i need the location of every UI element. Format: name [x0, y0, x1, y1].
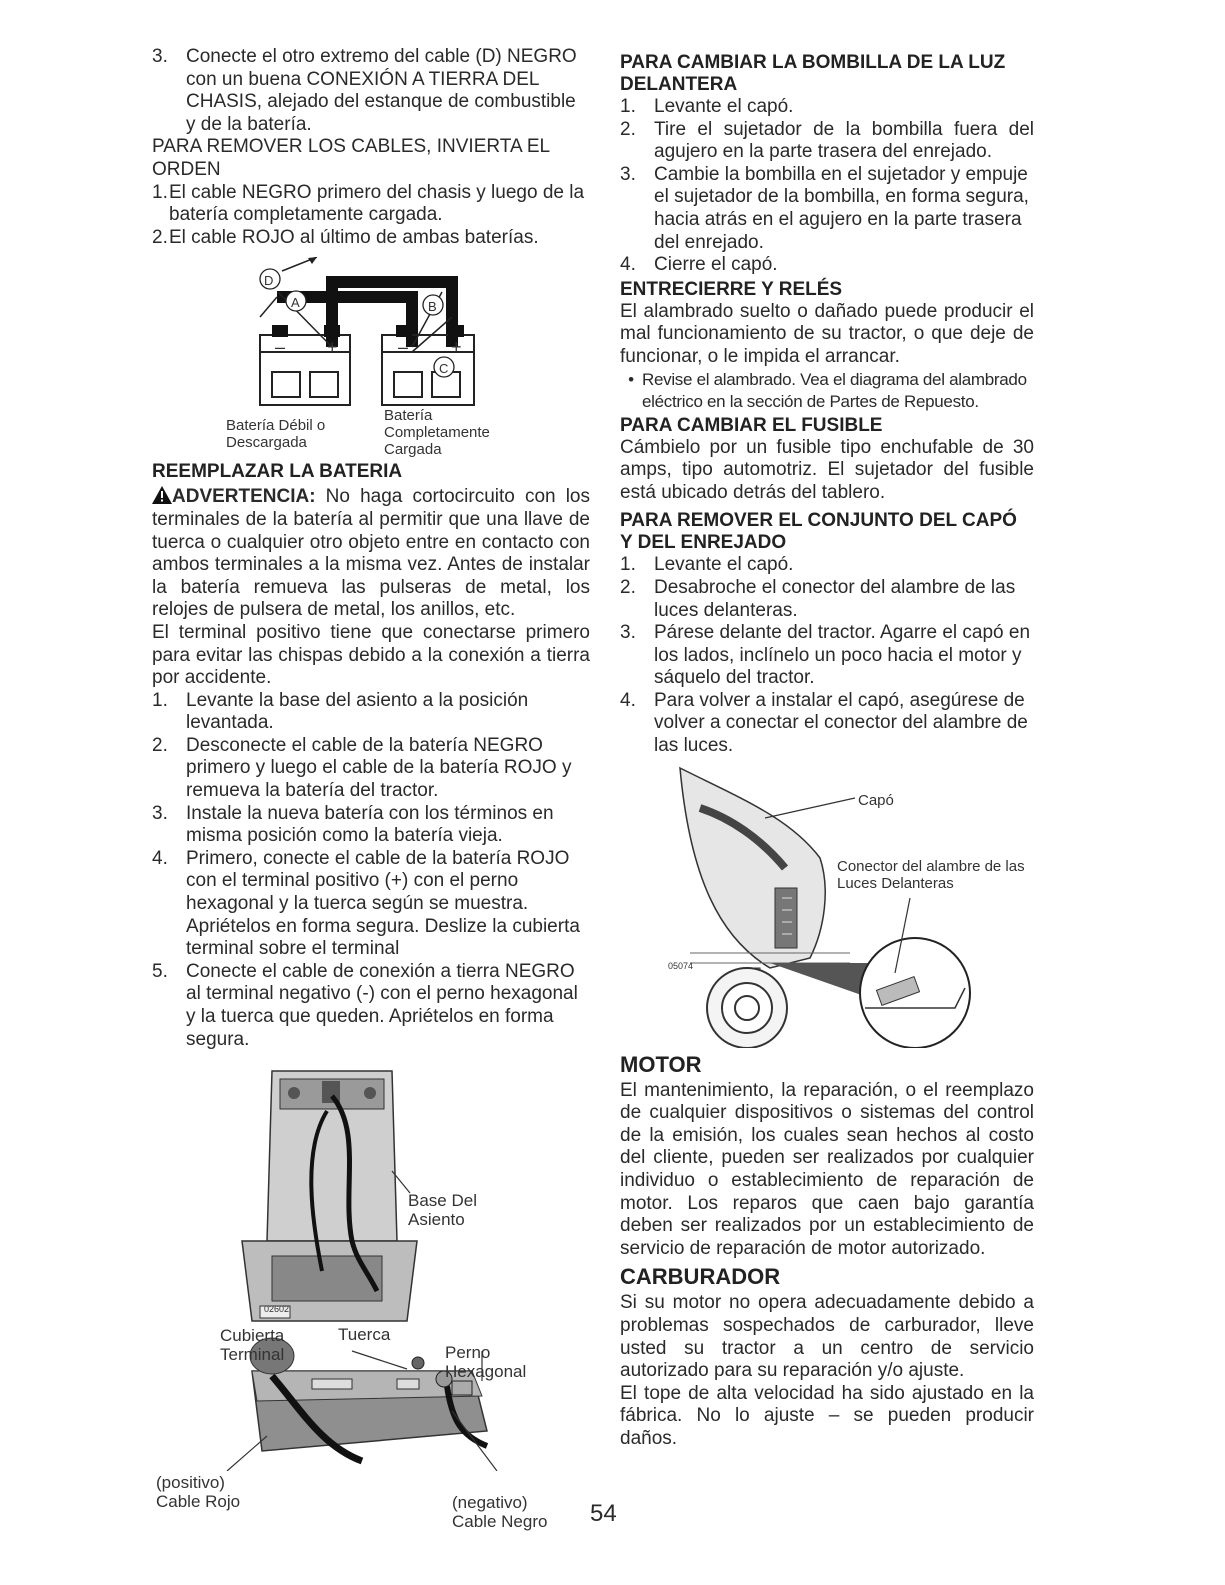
label-d: D: [264, 273, 274, 289]
warning-label: ADVERTENCIA:: [172, 486, 316, 508]
plus-sign: +: [451, 337, 462, 358]
weak-battery-caption: Batería Débil o Descargada: [226, 417, 326, 452]
label-a: A: [291, 295, 300, 311]
motor-paragraph: El mantenimiento, la reparación, o el reemplazo de cualquier dispositivos o sistemas del control de la emisión, los cuales sean hechos al costo del cliente, pueden ser realizados por cualquier individuo o establecimiento de reparación de motor. Los reparos que caen bajo garantía deben ser realizados por un establecimiento de servicio de reparación de motor autorizado.: [620, 1079, 1034, 1259]
fuse-heading: PARA CAMBIAR EL FUSIBLE: [620, 414, 883, 436]
list-item: 2. El cable ROJO al último de ambas baterías.: [152, 226, 539, 248]
hood-label: Capó: [858, 791, 894, 809]
list-item: 4. Primero, conecte el cable de la batería ROJO con el terminal positivo (+) con el perno hexagonal y la tuerca según se muestra. Apriételos en forma segura. Deslize la cubierta terminal sobre el terminal: [152, 847, 580, 960]
page-number: 54: [590, 1500, 617, 1527]
carburetor-heading: CARBURADOR: [620, 1264, 781, 1290]
list-item: 1. Levante la base del asiento a la posición levantada.: [152, 689, 529, 734]
headlight-heading: PARA CAMBIAR LA BOMBILLA DE LA LUZ DELANTERA: [620, 52, 1006, 95]
wiring-paragraph: El alambrado suelto o dañado puede producir el mal funcionamiento de su tractor, o que deje de funcionar, o le impida el arrancar.: [620, 300, 1034, 367]
hood-illustration: [620, 758, 1034, 1048]
left-column: [152, 46, 590, 1532]
batteries-illustration: [152, 257, 590, 407]
red-cable-label: (positivo) Cable Rojo: [156, 1473, 241, 1512]
seat-base-illustration: [152, 1051, 590, 1471]
plus-sign: +: [327, 337, 338, 358]
minus-sign: –: [275, 337, 286, 358]
nut-label: Tuerca: [338, 1325, 391, 1345]
list-item: 3. Instale la nueva batería con los términos en misma posición como la batería vieja.: [152, 802, 554, 847]
hood-heading: PARA REMOVER EL CONJUNTO DEL CAPÓ Y DEL ENREJADO: [620, 510, 1017, 554]
list-item: 3. Conecte el otro extremo del cable (D) NEGRO con un buena CONEXIÓN A TIERRA DEL CHASIS, alejado del estanque de combustible y de la batería.: [152, 46, 590, 136]
warning-paragraph: ADVERTENCIA: No haga cortocircuito con los terminales de la batería al permitir que una llave de tuerca o cualquier otro objeto entre en contacto con ambos terminales a la misma vez. Antes de instalar la batería remueva las pulseras de metal, los relojes de pulsera de metal, los anillos, etc.: [152, 486, 590, 621]
figure-code: 02602: [264, 1304, 290, 1315]
list-item: 5. Conecte el cable de conexión a tierra NEGRO al terminal negativo (-) con el perno hexagonal y la tuerca que queden. Apriételos en forma segura.: [152, 960, 578, 1050]
charged-battery-caption: Batería Completamente Cargada: [384, 407, 490, 459]
remove-cables-heading: PARA REMOVER LOS CABLES, INVIERTA EL ORDEN: [152, 136, 550, 180]
list-item: 2. Desabroche el conector del alambre de las luces delanteras.: [620, 576, 1016, 621]
motor-heading: MOTOR: [620, 1051, 702, 1077]
list-item: 3. Cambie la bombilla en el sujetador y empuje el sujetador de la bombilla, en forma segura, hacia atrás en el agujero en la parte trasera del enrejado.: [620, 163, 1029, 253]
step-3-text: Conecte el otro extremo del cable (D) NEGRO con un buena CONEXIÓN A TIERRA DEL CHASIS, alejado del estanque de combustible y de la batería.: [186, 46, 577, 135]
bullet-icon: •: [628, 369, 634, 389]
carburetor-paragraph-1: Si su motor no opera adecuadamente debido a problemas sospechados de carburador, lleve usted su tractor a un centro de servicio autorizado para su reparación y/o ajuste.: [620, 1292, 1034, 1382]
list-item: 1. Levante el capó.: [620, 96, 794, 117]
list-item: 1. El cable NEGRO primero del chasis y luego de la batería completamente cargada.: [152, 181, 585, 226]
wiring-heading: ENTRECIERRE Y RELÉS: [620, 278, 843, 300]
replace-battery-heading: REEMPLAZAR LA BATERIA: [152, 461, 403, 483]
warning-icon: [152, 486, 172, 504]
black-cable-label: (negativo) Cable Negro: [452, 1493, 548, 1532]
list-item: 4. Cierre el capó.: [620, 254, 778, 276]
list-item: 3. Párese delante del tractor. Agarre el capó en los lados, inclínelo un poco hacia el motor y sáquelo del tractor.: [620, 622, 1031, 689]
battery-installation-figure: [152, 1051, 590, 1532]
hex-bolt-label: Perno Hexagonal: [445, 1343, 527, 1382]
positive-terminal-paragraph: El terminal positivo tiene que conectarse primero para evitar las chispas debido a la conexión a tierra por accidente.: [152, 621, 590, 689]
connector-label: Conector del alambre de las Luces Delanteras: [837, 857, 1025, 892]
seat-base-label: Base Del Asiento: [408, 1191, 477, 1230]
jump-start-diagram: [152, 249, 590, 459]
label-b: B: [428, 299, 437, 315]
hood-removal-figure: [620, 758, 1034, 1048]
figure-code: 05074: [668, 960, 694, 971]
label-c: C: [439, 361, 449, 377]
list-item: 2. Desconecte el cable de la batería NEGRO primero y luego el cable de la batería ROJO y remueva la batería del tractor.: [152, 734, 572, 802]
list-item: 4. Para volver a instalar el capó, asegúrese de volver a conectar el conector del alambre de las luces.: [620, 689, 1028, 757]
list-item: 2. Tire el sujetador de la bombilla fuera del agujero en la parte trasera del enrejado.: [620, 118, 1034, 163]
minus-sign: –: [398, 337, 409, 358]
list-item: 1. Levante el capó.: [620, 554, 794, 576]
fuse-paragraph: Cámbielo por un fusible tipo enchufable de 30 amps, tipo automotriz. El sujetador del fusible está ubicado detrás del tablero.: [620, 436, 1034, 503]
right-column: [620, 52, 1034, 1451]
carburetor-paragraph-2: El tope de alta velocidad ha sido ajustado en la fábrica. No lo ajuste – se pueden producir daños.: [620, 1382, 1034, 1449]
list-item: • Revise el alambrado. Vea el diagrama del alambrado eléctrico en la sección de Partes de Repuesto.: [620, 369, 1034, 413]
terminal-cover-label: Cubierta Terminal: [220, 1326, 285, 1365]
